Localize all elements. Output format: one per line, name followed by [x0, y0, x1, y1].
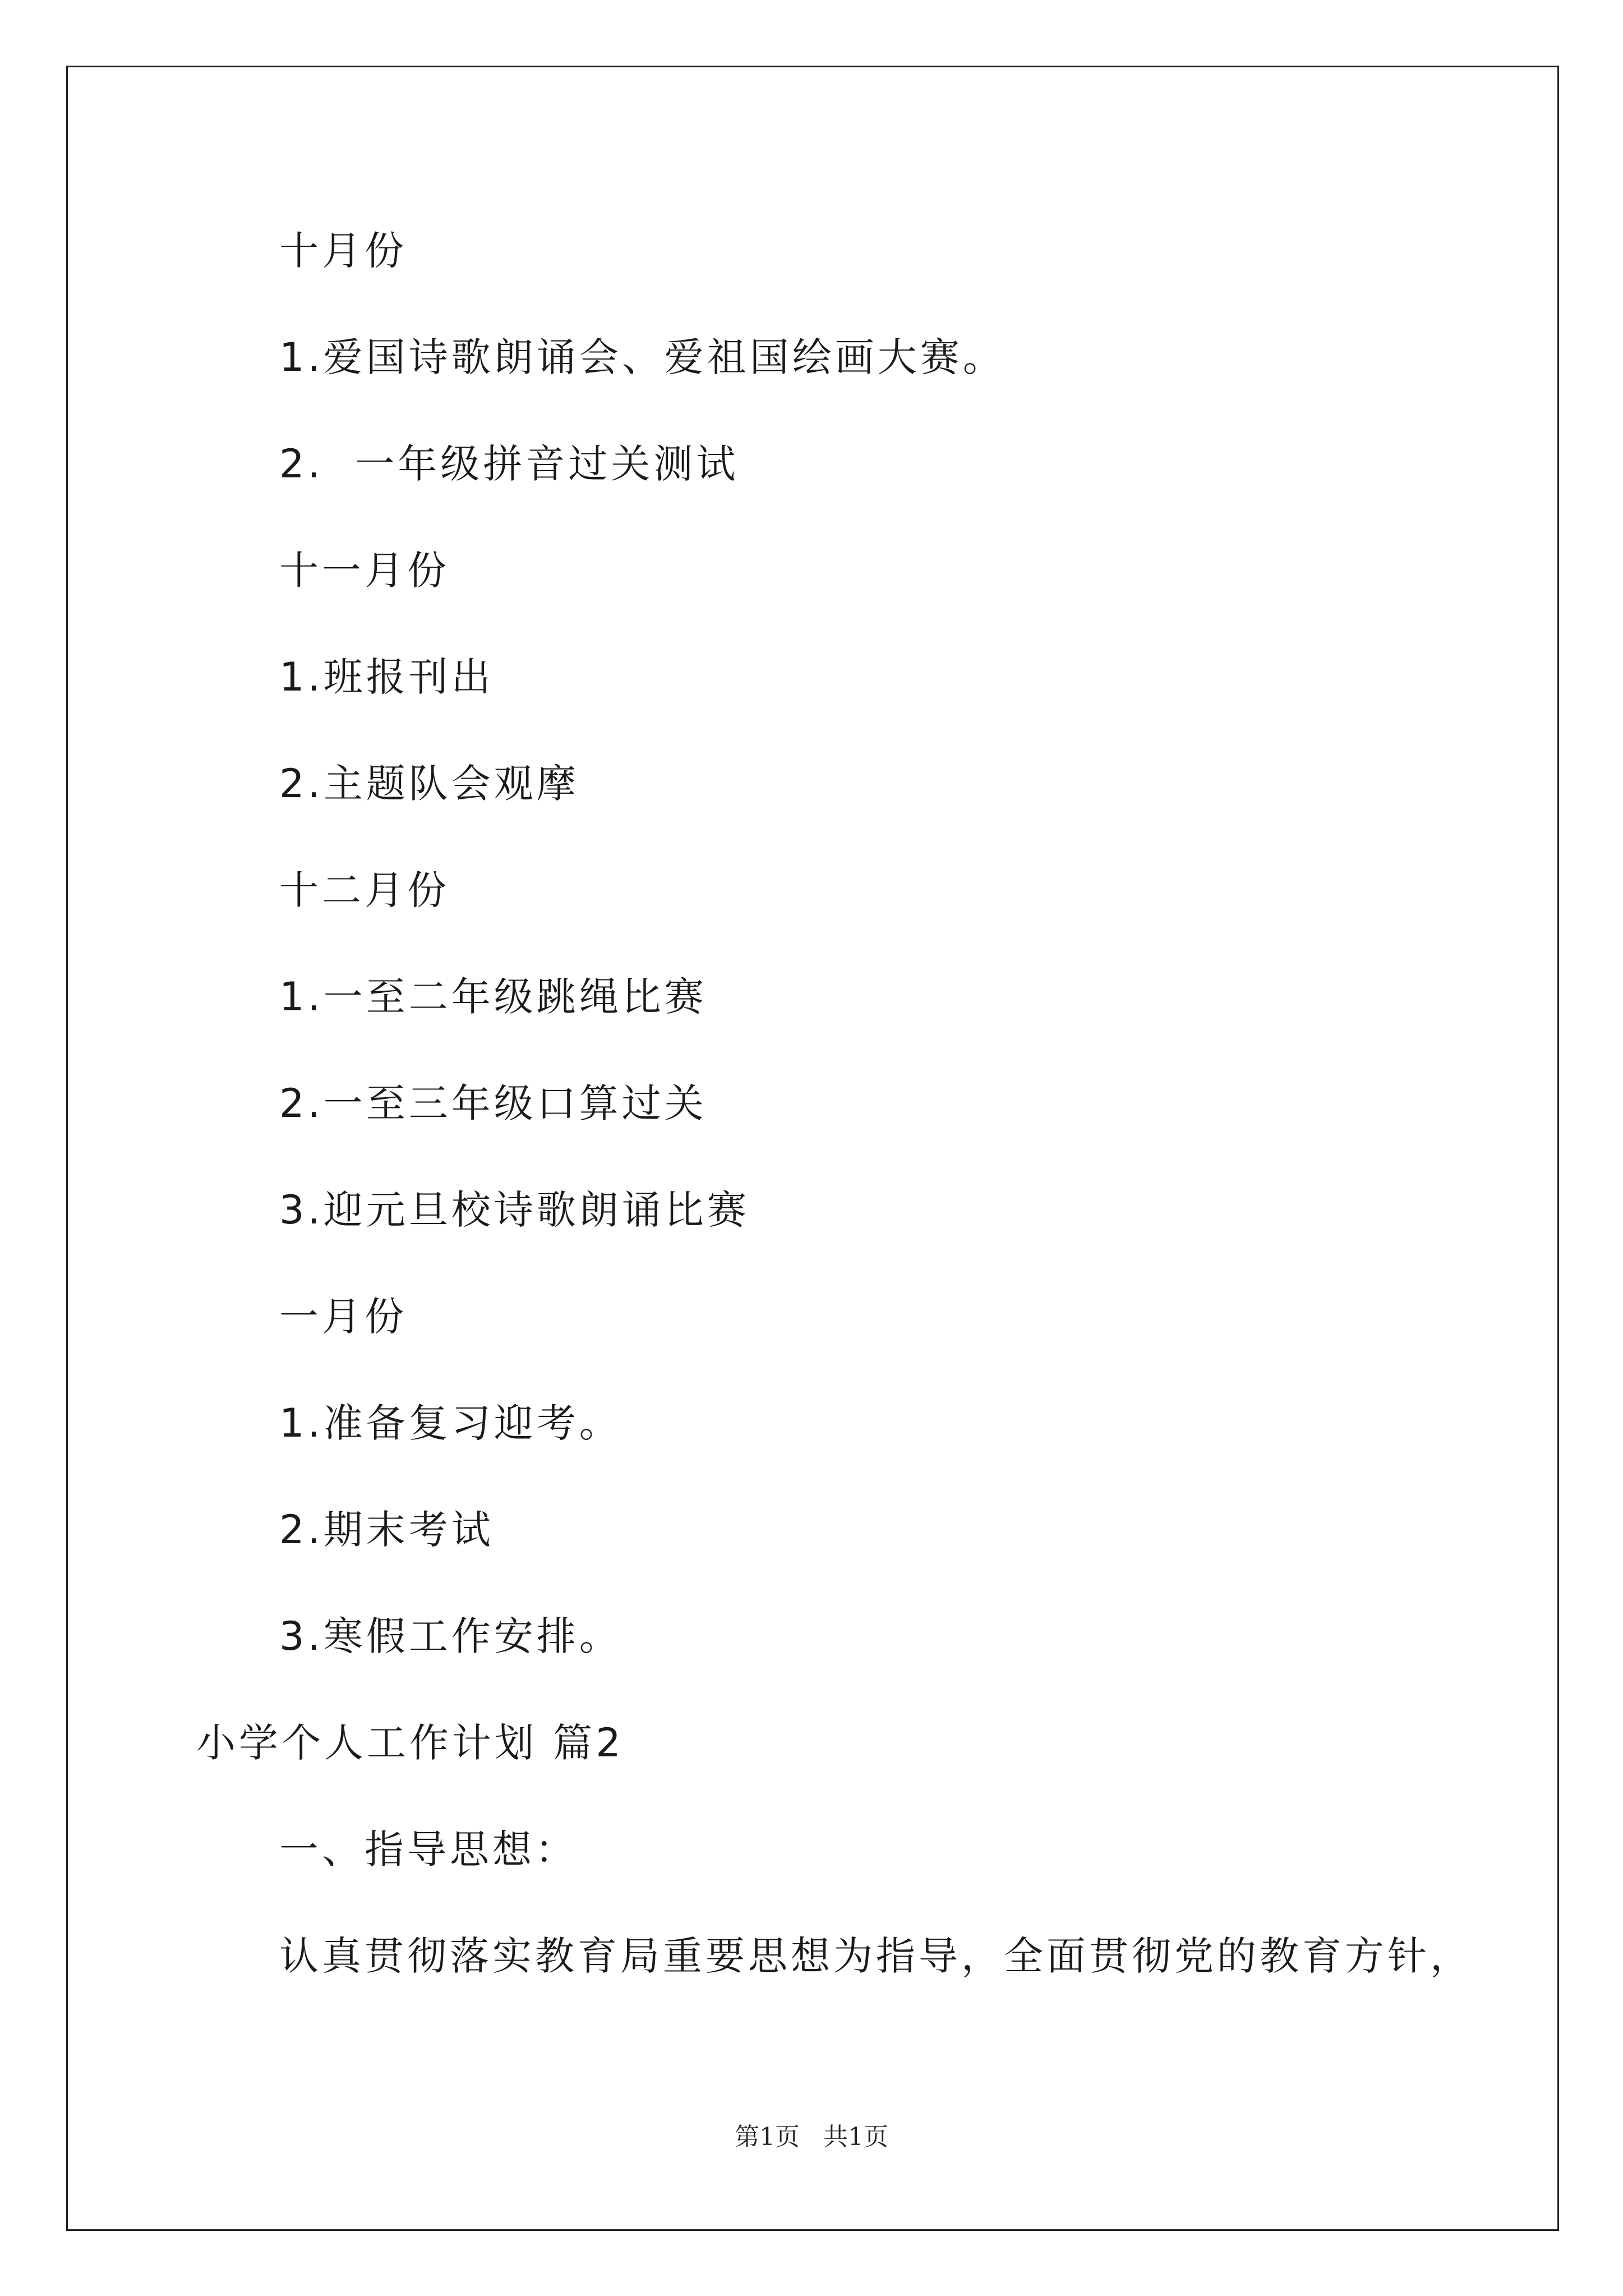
paragraph-text: 认真贯彻落实教育局重要思想为指导，全面贯彻党的教育方针，	[279, 1933, 1473, 1979]
list-item: 1.爱国诗歌朗诵会、爱祖国绘画大赛。	[279, 334, 1006, 380]
page-footer: 第1页 共1页	[735, 2123, 888, 2151]
list-item: 2. 一年级拼音过关测试	[279, 441, 739, 487]
list-item: 2.主题队会观摩	[279, 761, 579, 807]
list-item: 1.班报刊出	[279, 654, 494, 700]
page-border	[66, 66, 1559, 2231]
list-item: 1.准备复习迎考。	[279, 1400, 622, 1446]
section-heading-november: 十一月份	[279, 547, 450, 593]
list-item: 3.迎元旦校诗歌朗诵比赛	[279, 1187, 750, 1233]
section-heading-january: 一月份	[279, 1294, 407, 1340]
section-heading-december: 十二月份	[279, 867, 450, 913]
section-heading-october: 十月份	[279, 228, 407, 274]
document-section-title: 小学个人工作计划 篇2	[196, 1720, 624, 1766]
list-item: 3.寒假工作安排。	[279, 1613, 622, 1659]
list-item: 2.期末考试	[279, 1507, 494, 1553]
subsection-heading: 一、指导思想：	[279, 1826, 578, 1872]
list-item: 1.一至二年级跳绳比赛	[279, 974, 707, 1020]
list-item: 2.一至三年级口算过关	[279, 1080, 707, 1126]
